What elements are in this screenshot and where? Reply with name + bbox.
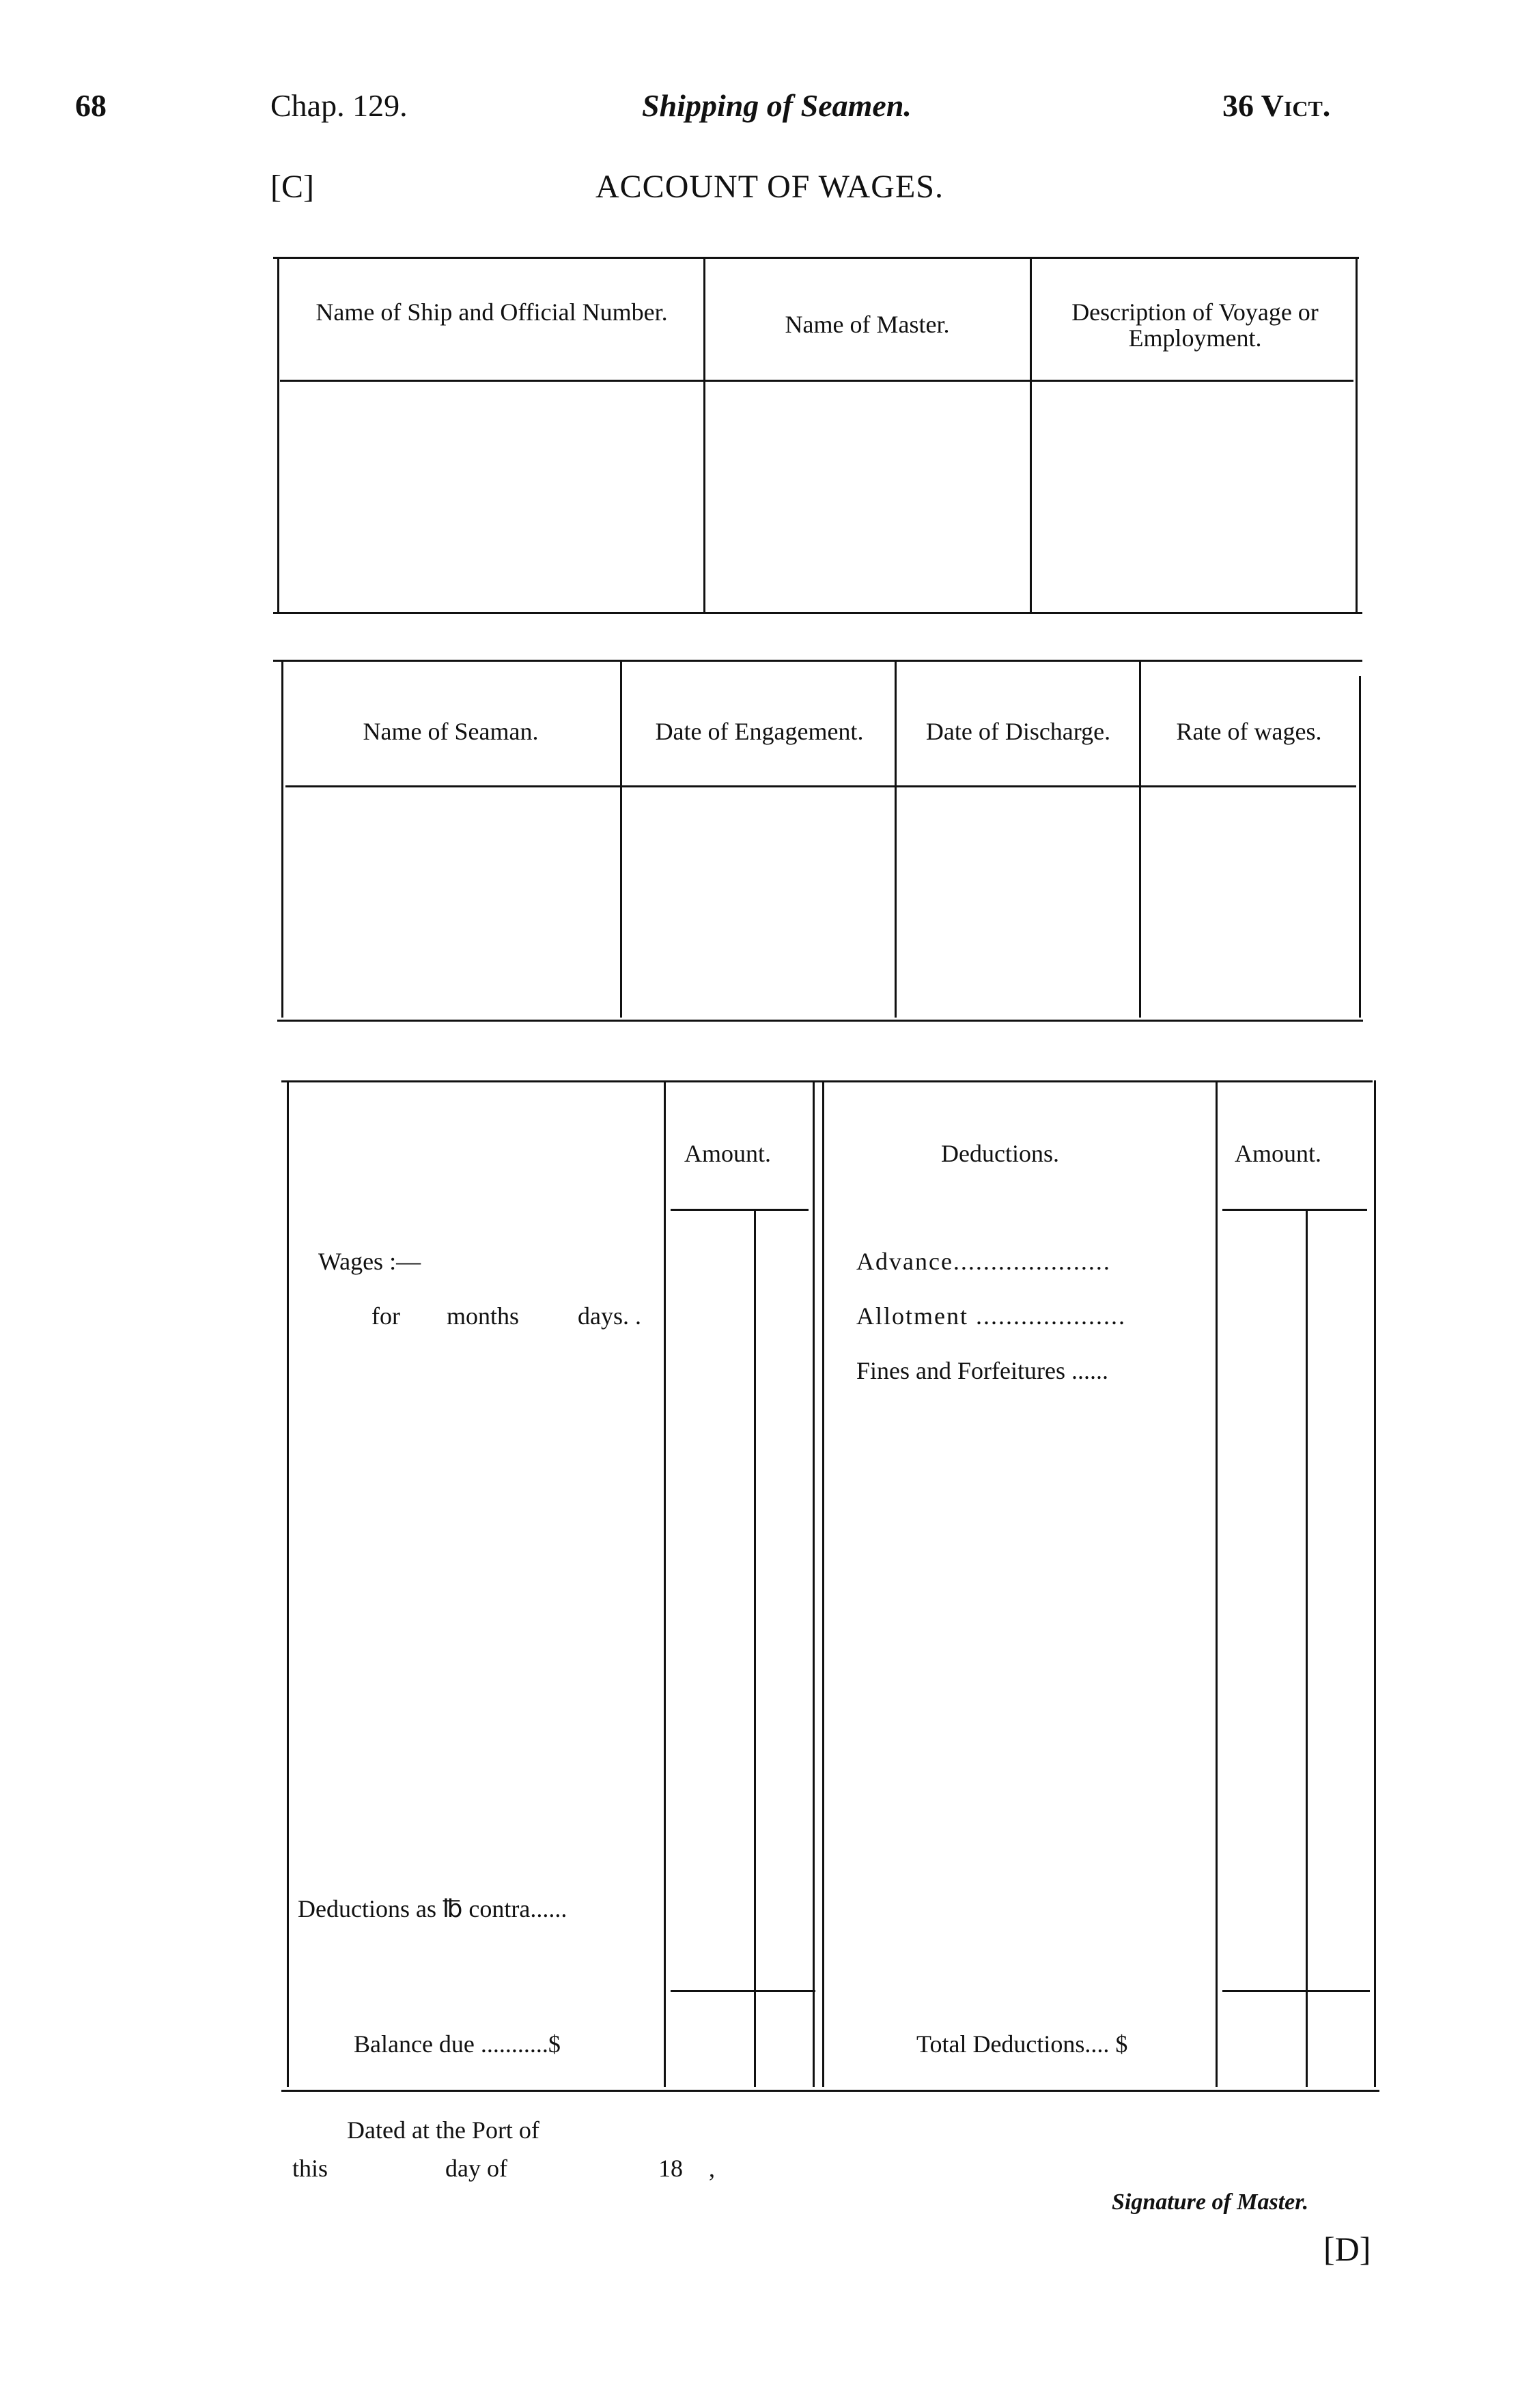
subtotal-rule-right	[1222, 1990, 1370, 1992]
account-table-bottom-rule	[281, 2090, 1379, 2092]
fines-label: Fines and Forfeitures ......	[856, 1357, 1108, 1384]
seaman-table-bottom-rule	[277, 1020, 1363, 1022]
page-number: 68	[75, 88, 107, 123]
account-amount-right-rule	[1216, 1080, 1218, 2087]
ship-table-right-rule	[1356, 257, 1358, 612]
seaman-table-header-rule	[285, 785, 1356, 787]
ship-table-left-rule	[277, 257, 279, 612]
account-table-left-rule	[287, 1080, 289, 2087]
regnal-year: 36 Vict.	[1222, 88, 1331, 123]
account-center-rule-2	[822, 1080, 824, 2087]
date-year: 18	[658, 2155, 683, 2182]
balance-due-label: Balance due ...........$	[354, 2030, 561, 2058]
seaman-table-top-rule	[273, 660, 1362, 662]
engagement-date-header: Date of Engagement.	[655, 718, 864, 745]
form-title: ACCOUNT OF WAGES.	[595, 169, 944, 205]
wages-months: months	[447, 1302, 520, 1330]
seaman-table-divider-1	[620, 660, 622, 1018]
wages-label: Wages :—	[318, 1248, 421, 1275]
amount-header-left: Amount.	[684, 1140, 772, 1167]
master-signature-label: Signature of Master.	[1112, 2189, 1309, 2215]
ship-table-divider-1	[703, 257, 705, 612]
account-amount-right-cents-rule	[1306, 1209, 1308, 2087]
dated-at-port: Dated at the Port of	[347, 2116, 539, 2144]
account-amount-cents-rule	[754, 1209, 756, 2087]
wages-for: for	[371, 1302, 400, 1330]
date-comma: ,	[709, 2155, 715, 2182]
wage-rate-header: Rate of wages.	[1176, 718, 1322, 745]
subtotal-rule-left	[671, 1990, 815, 1992]
ship-table-header-rule	[280, 380, 1353, 382]
date-this: this	[292, 2155, 328, 2182]
amount-header-rule-right	[1222, 1209, 1367, 1211]
seaman-table-left-rule	[281, 660, 283, 1018]
chapter-reference: Chap. 129.	[270, 88, 408, 123]
seaman-table-divider-3	[1139, 660, 1141, 1018]
form-label: [C]	[270, 169, 314, 205]
amount-header-rule-left	[671, 1209, 809, 1211]
wages-days: days. .	[578, 1302, 641, 1330]
seaman-name-header: Name of Seaman.	[363, 718, 539, 745]
master-name-header: Name of Master.	[785, 311, 950, 338]
deductions-header: Deductions.	[941, 1140, 1059, 1167]
allotment-label: Allotment ....................	[856, 1302, 1126, 1330]
account-amount-left-rule	[664, 1080, 666, 2087]
account-center-rule-1	[813, 1080, 815, 2087]
ship-table-bottom-rule	[273, 612, 1362, 614]
account-table-right-rule	[1374, 1080, 1376, 2087]
account-table-top-rule	[281, 1080, 1373, 1082]
amount-header-right: Amount.	[1235, 1140, 1322, 1167]
discharge-date-header: Date of Discharge.	[925, 718, 1111, 745]
seaman-table-divider-2	[895, 660, 897, 1018]
ship-table-top-rule	[273, 257, 1359, 259]
advance-label: Advance.....................	[856, 1248, 1111, 1275]
ship-name-header: Name of Ship and Official Number.	[315, 298, 668, 326]
voyage-description-header: Description of Voyage or Employment.	[1071, 298, 1319, 352]
date-day-of: day of	[445, 2155, 507, 2182]
ship-table-divider-2	[1030, 257, 1032, 612]
next-form-label: [D]	[1323, 2230, 1371, 2268]
deductions-contra-label: Deductions as ℔ contra......	[298, 1895, 567, 1922]
total-deductions-label: Total Deductions.... $	[916, 2030, 1128, 2058]
running-title: Shipping of Seamen.	[642, 88, 912, 123]
seaman-table-right-rule	[1359, 676, 1361, 1018]
